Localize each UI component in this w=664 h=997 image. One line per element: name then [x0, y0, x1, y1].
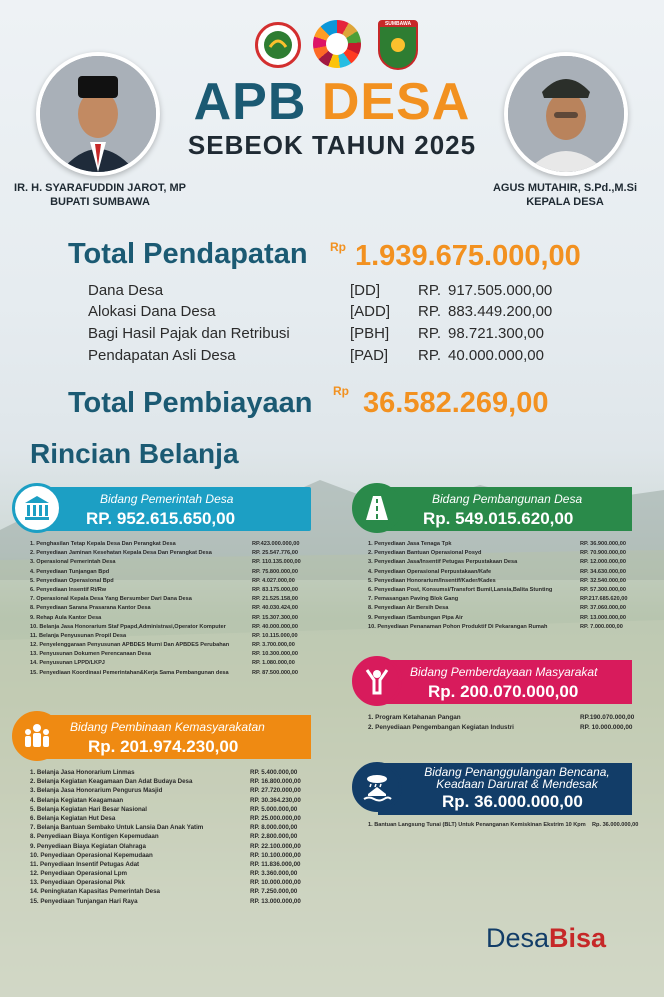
list-item-label: 13. Penyediaan Operasional Pkk	[30, 879, 125, 887]
list-item	[368, 595, 640, 604]
pendapatan-item-currency: RP.	[418, 325, 442, 342]
list-item-label: 3. Operasional Pemerintah Desa	[30, 559, 116, 566]
sdgs-logo	[313, 20, 361, 68]
list-item	[30, 659, 310, 668]
list-item	[368, 549, 640, 558]
list-item	[30, 860, 315, 869]
sumbawa-crest-logo	[378, 20, 418, 70]
list-item-value: RP. 37.060.000,00	[580, 605, 626, 612]
list-item-value: RP. 4.027.000,00	[252, 577, 295, 584]
list-item-value: RP. 32.540.000,00	[580, 577, 626, 584]
list-item	[30, 623, 310, 632]
pendapatan-item	[88, 347, 568, 367]
section-penanggulangan-name	[402, 766, 632, 790]
pendapatan-item-code: [PBH]	[350, 325, 390, 342]
list-item-label: 1. Penghasilan Tetap Kepala Desa Dan Perangkat Desa	[30, 541, 176, 547]
list-item-label: 6. Penyediaan Post, Konsumsi/Transfort Bumil,Lansia,Balita Stunting	[368, 586, 553, 593]
pemerintah-items	[30, 540, 310, 678]
pendapatan-item-code: [ADD]	[350, 303, 391, 320]
list-item-value: RP.217.685.620,00	[580, 596, 628, 603]
list-item	[30, 823, 315, 832]
pendapatan-item-code: [PAD]	[350, 347, 389, 364]
total-pembiayaan-currency: Rp	[333, 384, 349, 398]
list-item-label: 3. Penyediaan Jasa/Insentif Petugas Perpustakaan Desa	[368, 559, 518, 566]
flood-house-icon	[352, 762, 402, 812]
brand-bisa: Bisa	[549, 923, 607, 953]
list-item	[368, 540, 640, 549]
pendapatan-item-name: Dana Desa	[88, 282, 164, 299]
list-item-label: 4. Belanja Kegiatan Keagamaan	[30, 796, 124, 804]
pendapatan-item-amount: 883.449.200,00	[448, 303, 553, 320]
total-pendapatan-label: Total Pendapatan	[68, 238, 308, 270]
list-item	[30, 869, 315, 878]
pendapatan-item	[88, 325, 568, 345]
list-item	[30, 558, 310, 567]
penanggulangan-items	[368, 820, 640, 830]
list-item-value: RP.190.070.000,00	[580, 714, 635, 721]
community-people-icon	[12, 711, 62, 761]
list-item	[30, 568, 310, 577]
list-item	[368, 604, 640, 613]
list-item-label: 10. Penyediaan Operasional Kepemudaan	[30, 851, 153, 859]
total-pembiayaan	[68, 384, 648, 424]
list-item	[30, 650, 310, 659]
list-item-value: RP. 10.100.000,00	[250, 851, 301, 859]
list-item-label: 15. Penyediaan Tunjangan Hari Raya	[30, 897, 138, 905]
list-item-label: 2. Penyediaan Jaminan Kesehatan Kepala Desa Dan Perangkat Desa	[30, 550, 212, 557]
list-item-value: RP. 21.525.158,00	[252, 596, 298, 603]
list-item-label: 5. Belanja Kegiatan Hari Besar Nasional	[30, 805, 147, 813]
title-desa: DESA	[321, 73, 471, 131]
list-item	[30, 842, 315, 851]
list-item-value: RP. 2.800.000,00	[250, 833, 298, 841]
list-item-label: 8. Penyediaan Air Bersih Desa	[368, 605, 449, 612]
section-pemerintah-amount: RP. 952.615.650,00	[86, 509, 236, 528]
list-item-label: 9. Penyediaan /Sambungan Pipa Air	[368, 614, 463, 621]
list-item	[368, 623, 640, 632]
list-item-value: RP. 3.700.000,00	[252, 642, 295, 649]
total-pembiayaan-label: Total Pembiayaan	[68, 387, 313, 419]
list-item	[368, 558, 640, 567]
list-item-value: RP. 7.000.000,00	[580, 623, 623, 630]
section-penanggulangan-name-line1: Bidang Penanggulangan Bencana,	[424, 765, 610, 779]
list-item-label: 11. Penyediaan Insentif Petugas Adat	[30, 860, 140, 868]
pendapatan-item-currency: RP.	[418, 303, 442, 320]
list-item-value: RP. 83.175.000,00	[252, 586, 298, 593]
list-item-value: RP. 13.000.000,00	[250, 897, 301, 905]
list-item-label: 9. Rehap Aula Kantor Desa	[30, 614, 102, 621]
section-penanggulangan-amount: Rp. 36.000.000,00	[442, 792, 583, 811]
list-item-label: 6. Belanja Kegiatan Hut Desa	[30, 814, 116, 822]
road-icon	[352, 483, 402, 533]
list-item-label: 15. Penyediaan Koordinasi Pemerintahan&Kerja Sama Pembangunan desa	[30, 669, 229, 676]
pendapatan-item-amount: 98.721.300,00	[448, 325, 544, 342]
pembangunan-items	[368, 540, 640, 632]
sumbawa-logo-label: SUMBAWA	[380, 21, 416, 27]
list-item	[368, 568, 640, 577]
list-item-label: 4. Penyediaan Operasional Perpustakaan/Kafe	[368, 568, 492, 575]
list-item-value: RP. 25.547.776,00	[252, 550, 298, 557]
list-item-value: RP. 10.115.000,00	[252, 632, 298, 639]
list-item	[30, 777, 315, 786]
list-item-label: 12. Penyelenggaraan Penyusunan APBDES Murni Dan APBDES Perubahan	[30, 642, 230, 649]
list-item-value: RP. 27.720.000,00	[250, 787, 301, 795]
list-item-value: RP. 22.100.000,00	[250, 842, 301, 850]
list-item	[30, 814, 315, 823]
list-item-value: RP. 15.307.300,00	[252, 614, 298, 621]
section-pemerintah-name: Bidang Pemerintah Desa	[100, 492, 234, 506]
section-pembinaan-name: Bidang Pembinaan Kemasyarakatan	[70, 720, 265, 734]
list-item-label: 8. Penyediaan Sarana Prasarana Kantor Desa	[30, 605, 151, 612]
page-subtitle: SEBEOK TAHUN 2025	[187, 130, 477, 160]
list-item	[30, 851, 315, 860]
list-item-value: RP. 30.364.230,00	[250, 796, 301, 804]
list-item-label: 9. Penyediaan Biaya Kegiatan Olahraga	[30, 842, 146, 850]
bupati-caption	[0, 181, 200, 209]
list-item-value: RP. 8.000.000,00	[250, 824, 298, 832]
kepala-desa-caption	[470, 181, 660, 209]
list-item	[30, 614, 310, 623]
list-item-label: 1. Penyediaan Jasa Tenaga Tpk	[368, 541, 452, 547]
total-pembiayaan-value: 36.582.269,00	[363, 387, 549, 419]
section-pemberdayaan-amount: Rp. 200.070.000,00	[428, 682, 579, 701]
list-item	[30, 878, 315, 887]
list-item	[30, 632, 310, 641]
list-item	[30, 577, 310, 586]
list-item-value: RP. 12.000.000,00	[580, 559, 626, 566]
list-item	[368, 713, 640, 723]
list-item-label: 8. Penyediaan Biaya Kontigen Kepemudaan	[30, 833, 159, 841]
list-item-value: RP. 16.800.000,00	[250, 778, 301, 786]
list-item	[30, 832, 315, 841]
list-item-label: 1. Belanja Jasa Honorarium Linmas	[30, 769, 135, 776]
list-item	[30, 595, 310, 604]
list-item-label: 4. Penyediaan Tunjangan Bpd	[30, 568, 110, 575]
section-pembangunan-name: Bidang Pembangunan Desa	[432, 492, 583, 506]
pendapatan-item-name: Alokasi Dana Desa	[88, 303, 216, 320]
list-item	[30, 796, 315, 805]
list-item	[368, 577, 640, 586]
brand-desa: Desa	[486, 923, 550, 953]
list-item-value: RP. 40.000.000,00	[252, 623, 298, 630]
list-item-label: 7. Pemasangan Paving Blok Gang	[368, 596, 459, 603]
list-item-label: 12. Penyediaan Operasional Lpm	[30, 870, 127, 878]
list-item-value: RP. 70.900.000,00	[580, 550, 626, 557]
list-item-value: RP. 13.000.000,00	[580, 614, 626, 621]
total-pendapatan	[68, 238, 648, 278]
list-item-value: RP. 87.500.000,00	[252, 669, 298, 676]
pendapatan-item-amount: 40.000.000,00	[448, 347, 544, 364]
kepala-desa-name: AGUS MUTAHIR, S.Pd.,M.Si	[492, 182, 638, 194]
list-item	[30, 897, 315, 906]
section-pemberdayaan-name: Bidang Pemberdayaan Masyarakat	[410, 665, 598, 679]
list-item-value: RP. 11.836.000,00	[250, 860, 301, 868]
pendapatan-item	[88, 282, 568, 302]
list-item	[30, 540, 310, 549]
list-item-value: RP. 1.080.000,00	[252, 660, 295, 667]
rincian-belanja-heading: Rincian Belanja	[30, 438, 239, 469]
list-item	[30, 805, 315, 814]
government-building-icon	[12, 483, 62, 533]
list-item	[30, 641, 310, 650]
bupati-name: IR. H. SYARAFUDDIN JAROT, MP	[14, 182, 186, 194]
list-item	[30, 549, 310, 558]
list-item-label: 2. Penyediaan Pengembangan Kegiatan Industri	[368, 724, 514, 732]
bupati-role: BUPATI SUMBAWA	[50, 196, 150, 208]
total-pendapatan-currency: Rp	[330, 240, 346, 254]
list-item-label: 10. Penyediaan Penanaman Pohon Produktif Di Pekarangan Rumah	[368, 623, 548, 630]
desabisa-brand	[486, 923, 606, 954]
list-item-value: RP. 57.300.000,00	[580, 586, 626, 593]
list-item-label: 5. Penyediaan Honorarium/Insentif/Kader/Kades	[368, 577, 496, 584]
list-item	[30, 669, 310, 678]
list-item-label: 5. Penyediaan Operasional Bpd	[30, 577, 114, 584]
list-item-value: RP. 10.300.000,00	[252, 651, 298, 658]
title-apb: APB	[193, 73, 307, 131]
list-item-label: 11. Belanja Penyusunan Propil Desa	[30, 632, 127, 639]
list-item	[30, 887, 315, 896]
list-item-label: 13. Penyusunan Dokumen Perencanaan Desa	[30, 651, 151, 658]
page-title	[0, 72, 664, 132]
list-item-label: 10. Belanja Jasa Honorarium Staf Ppapd,Administrasi,Operator Komputer	[30, 623, 226, 630]
section-pembangunan-amount: Rp. 549.015.620,00	[423, 509, 574, 528]
list-item-value: RP. 36.900.000,00	[580, 541, 626, 547]
list-item-value: RP. 10.000.000,00	[580, 724, 633, 732]
list-item-value: RP. 5.400.000,00	[250, 769, 298, 776]
pendapatan-item-currency: RP.	[418, 282, 442, 299]
person-raised-arms-icon	[352, 656, 402, 706]
kemendesa-logo	[255, 22, 301, 68]
list-item	[368, 820, 640, 830]
list-item-label: 14. Peningkatan Kapasitas Pemerintah Desa	[30, 888, 160, 896]
list-item-value: RP. 34.630.000,00	[580, 568, 626, 575]
list-item-value: RP. 40.030.424,00	[252, 605, 298, 612]
list-item-label: 1. Program Ketahanan Pangan	[368, 714, 461, 721]
list-item-value: RP. 25.000.000,00	[250, 814, 301, 822]
list-item-label: 7. Operasional Kepala Desa Yang Bersumber Dari Dana Desa	[30, 596, 192, 603]
pendapatan-item-code: [DD]	[350, 282, 380, 299]
total-pendapatan-value: 1.939.675.000,00	[355, 240, 581, 272]
list-item-value: Rp. 36.000.000,00	[592, 822, 639, 828]
list-item-label: 6. Penyediaan Insentif Rt/Rw	[30, 586, 107, 593]
list-item-label: 2. Penyediaan Bantuan Operasional Posyd	[368, 550, 482, 557]
list-item-value: RP. 75.800.000,00	[252, 568, 298, 575]
pendapatan-item-currency: RP.	[418, 347, 442, 364]
list-item-label: 14. Penyusunan LPPD/LKPJ	[30, 660, 105, 667]
list-item	[30, 786, 315, 795]
list-item-value: RP. 110.135.000,00	[252, 559, 301, 566]
pendapatan-item-amount: 917.505.000,00	[448, 282, 553, 299]
list-item-value: RP. 10.000.000,00	[250, 879, 301, 887]
list-item-value: RP. 7.250.000,00	[250, 888, 298, 896]
list-item	[30, 768, 315, 777]
pendapatan-item-name: Pendapatan Asli Desa	[88, 347, 236, 364]
pemberdayaan-items	[368, 713, 640, 734]
list-item	[368, 586, 640, 595]
kepala-desa-role: KEPALA DESA	[526, 196, 604, 208]
list-item	[368, 723, 640, 733]
list-item-label: 2. Belanja Kegiatan Keagamaan Dan Adat Budaya Desa	[30, 778, 193, 786]
pendapatan-item	[88, 303, 568, 323]
list-item-label: 3. Belanja Jasa Honorarium Pengurus Masjid	[30, 787, 163, 795]
section-pembinaan-amount: Rp. 201.974.230,00	[88, 737, 239, 756]
section-penanggulangan-name-line2: Keadaan Darurat & Mendesak	[436, 777, 598, 791]
list-item-label: 1. Bantuan Langsung Tunai (BLT) Untuk Penanganan Kemiskinan Ekstrim 10 Kpm	[368, 822, 586, 828]
pembinaan-items	[30, 768, 315, 906]
list-item-value: RP.423.000.000,00	[252, 541, 300, 547]
list-item	[30, 586, 310, 595]
list-item-value: RP. 3.360.000,00	[250, 870, 298, 878]
list-item	[30, 604, 310, 613]
list-item	[368, 614, 640, 623]
list-item-value: RP. 5.000.000,00	[250, 805, 298, 813]
pendapatan-item-name: Bagi Hasil Pajak dan Retribusi	[88, 325, 290, 342]
list-item-label: 7. Belanja Bantuan Sembako Untuk Lansia Dan Anak Yatim	[30, 824, 204, 832]
